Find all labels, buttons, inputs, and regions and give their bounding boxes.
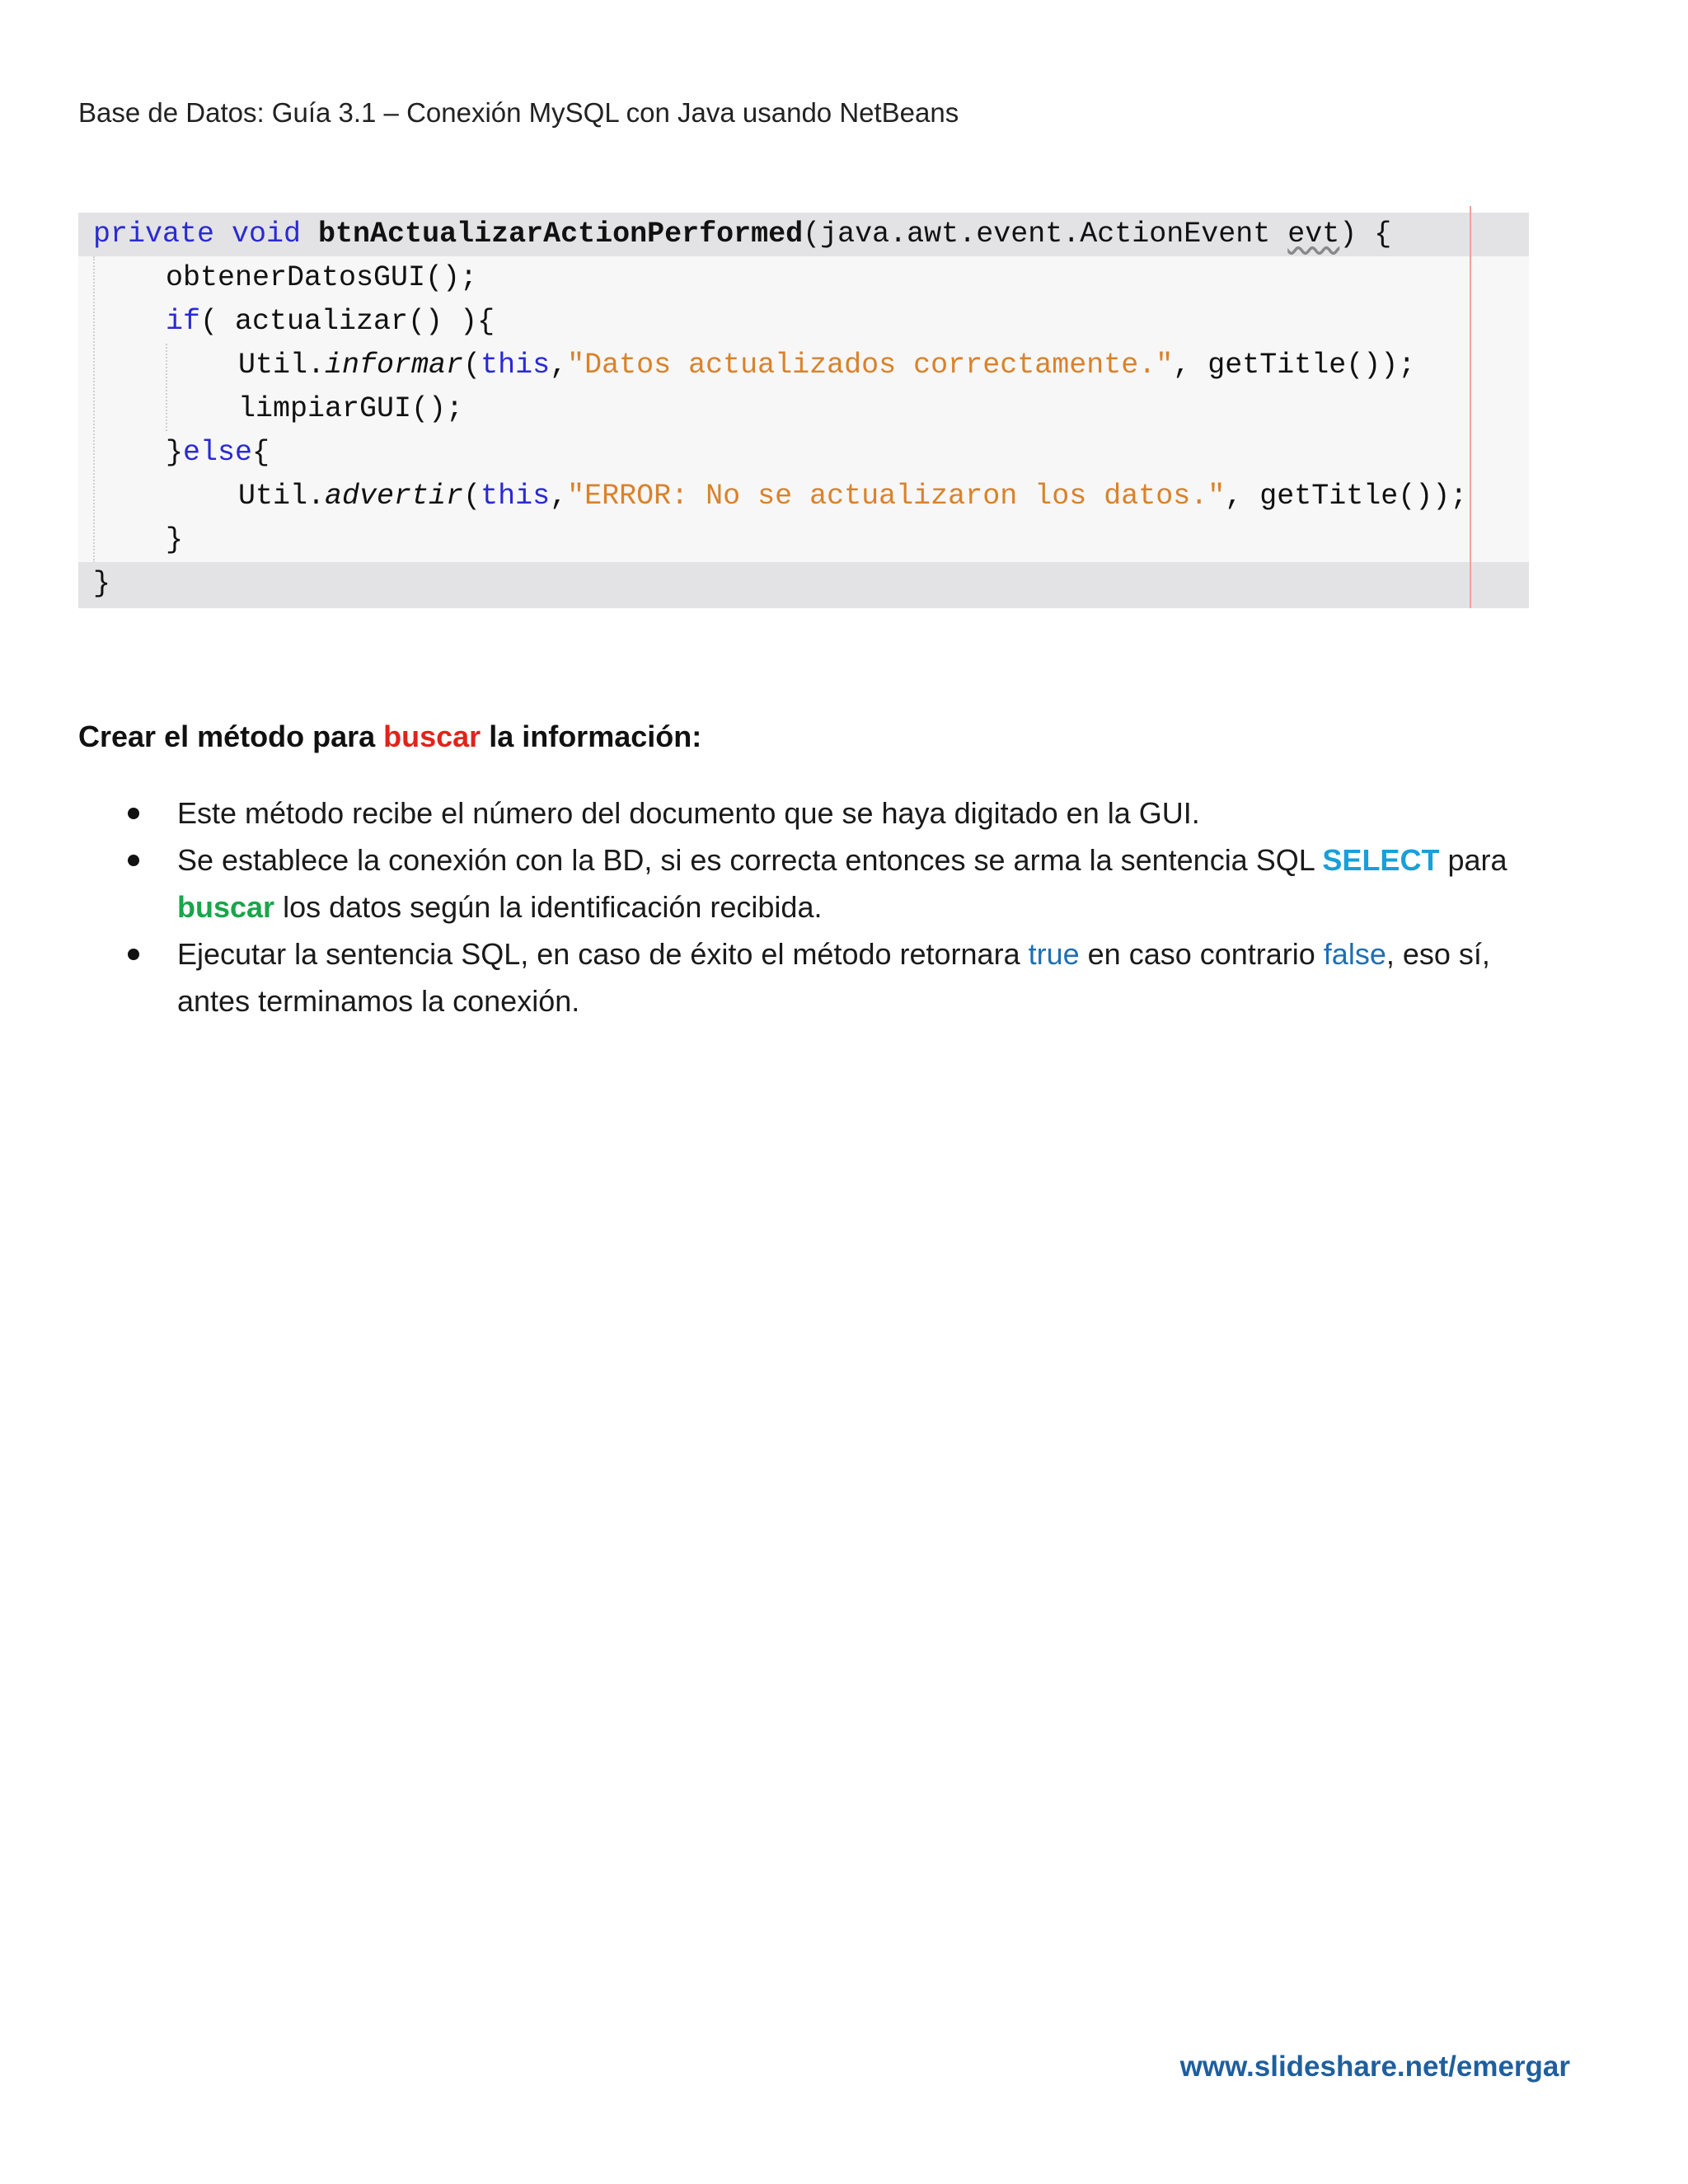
code-params: (java.awt.event.ActionEvent	[803, 218, 1288, 251]
list-item	[78, 930, 1562, 1024]
code-static-method: informar	[325, 349, 464, 382]
code-line	[78, 431, 1529, 475]
heading-accent: buscar	[383, 719, 481, 753]
code-line	[78, 562, 1529, 608]
heading-text: Crear el método para	[78, 719, 384, 753]
page-header: Base de Datos: Guía 3.1 – Conexión MySQL con Java usando NetBeans	[78, 97, 959, 128]
code-text: , getTitle());	[1225, 480, 1468, 513]
list-item-text: Se establece la conexión con la BD, si es correcta entonces se arma la sentencia SQL	[177, 843, 1323, 877]
code-text: , getTitle());	[1173, 349, 1416, 382]
code-string: "ERROR: No se actualizaron los datos."	[567, 480, 1226, 513]
code-keyword: else	[183, 436, 253, 469]
footer-link[interactable]: www.slideshare.net/emergar	[1179, 2050, 1570, 2083]
bullet-list	[78, 790, 1562, 1024]
code-static-method: advertir	[325, 480, 464, 513]
code-text: ) {	[1339, 218, 1392, 251]
keyword-select: SELECT	[1322, 843, 1440, 877]
code-keyword: private void	[93, 218, 319, 251]
code-text: {	[252, 436, 270, 469]
code-line	[78, 518, 1529, 562]
code-line	[78, 256, 1529, 300]
bullet-icon	[128, 808, 139, 819]
heading-text: la información:	[481, 719, 702, 753]
code-text: (	[463, 349, 481, 382]
code-line	[78, 475, 1529, 518]
keyword-buscar: buscar	[177, 890, 275, 924]
bullet-icon	[128, 949, 139, 960]
code-keyword: if	[166, 305, 201, 338]
code-text: }	[166, 523, 184, 556]
code-text: }	[166, 436, 184, 469]
code-keyword: this	[481, 480, 551, 513]
code-text: obtenerDatosGUI();	[166, 261, 478, 294]
code-text: ,	[550, 349, 568, 382]
code-line	[78, 387, 1529, 431]
code-param-evt: evt	[1287, 218, 1340, 251]
code-line	[78, 213, 1529, 256]
code-text: ( actualizar() ){	[200, 305, 495, 338]
code-text: Util.	[238, 349, 326, 382]
code-text: Util.	[238, 480, 326, 513]
list-item-text: en caso contrario	[1079, 937, 1324, 971]
list-item-text: , eso sí, antes terminamos la conexión.	[177, 937, 1490, 1018]
code-text: limpiarGUI();	[238, 392, 464, 425]
code-text: (	[463, 480, 481, 513]
list-item	[78, 790, 1562, 837]
section-heading	[78, 719, 701, 754]
list-item-text: Este método recibe el número del documento que se haya digitado en la GUI.	[177, 796, 1200, 830]
keyword-true: true	[1028, 937, 1080, 971]
bullet-icon	[128, 855, 139, 866]
code-text: }	[93, 567, 111, 600]
list-item	[78, 837, 1562, 930]
code-line	[78, 344, 1529, 387]
code-method-name: btnActualizarActionPerformed	[318, 218, 804, 251]
code-string: "Datos actualizados correctamente."	[567, 349, 1174, 382]
list-item-text: Ejecutar la sentencia SQL, en caso de éxito el método retornara	[177, 937, 1029, 971]
code-text: ,	[550, 480, 568, 513]
editor-margin-line	[1470, 206, 1471, 608]
list-item-text: para	[1439, 843, 1507, 877]
code-line	[78, 300, 1529, 344]
code-screenshot	[78, 213, 1529, 608]
keyword-false: false	[1323, 937, 1386, 971]
list-item-text: los datos según la identificación recibida.	[274, 890, 823, 924]
code-keyword: this	[481, 349, 551, 382]
